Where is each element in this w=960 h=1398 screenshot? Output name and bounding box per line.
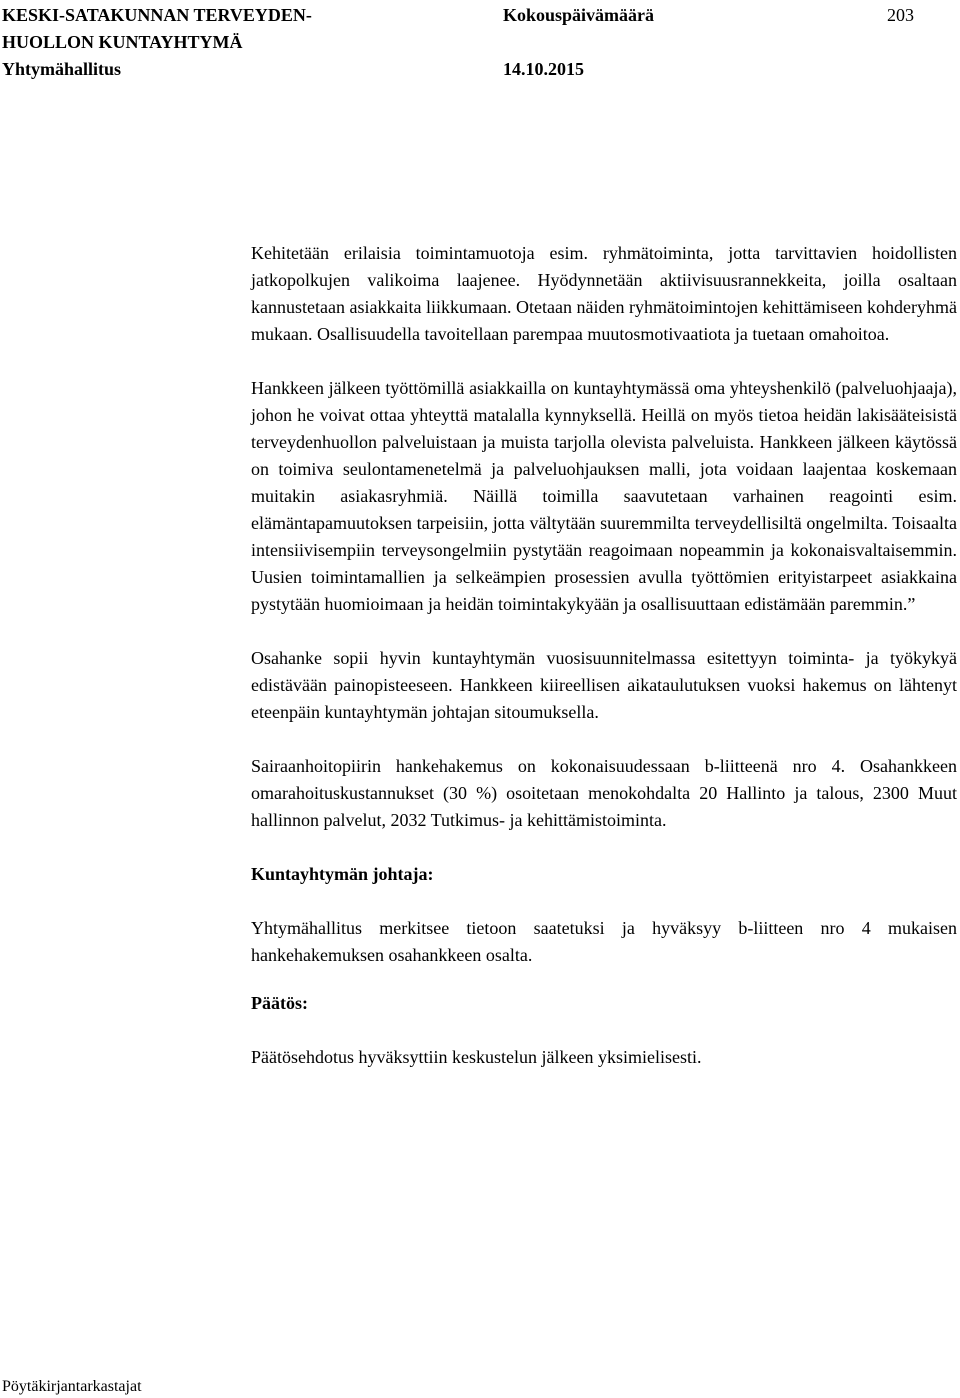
page-header <box>0 0 960 80</box>
meeting-date-label: Kokouspäivämäärä <box>503 5 655 25</box>
paragraph-proposal: Yhtymähallitus merkitsee tietoon saatetuksi ja hyväksyy b-liitteen nro 4 mukaisen hankehakemuksen osahankkeen osalta. <box>251 918 957 965</box>
paragraph-activity-forms: Kehitetään erilaisia toimintamuotoja esim. ryhmätoiminta, jotta tarvittavien hoidollisten jatkopolkujen valikoima laajenee. Hyödynnetään aktiivisuusrannekkeita, joilla osaltaan kannustetaan asiakkaita liikkumaan. Otetaan näiden ryhmätoimintojen kehittämiseen kohderyhmä mukaan. Osallisuudella tavoitellaan parempaa muutosmotivaatiota ja tuetaan omahoitoa. <box>251 243 957 344</box>
heading-decision: Päätös: <box>251 993 308 1013</box>
organization-name-line1: KESKI-SATAKUNNAN TERVEYDEN- <box>2 5 312 25</box>
meeting-date-block <box>503 2 654 83</box>
body-name: Yhtymähallitus <box>2 59 122 79</box>
paragraph-priority-fit: Osahanke sopii hyvin kuntayhtymän vuosisuunnitelmassa esitettyyn toiminta- ja työkykyä edistävään painopisteeseen. Hankkeen kiireellisen aikataulutuksen vuoksi hakemus on lähtenyt eteenpäin kuntayhtymän johtajan sitoumuksella. <box>251 648 957 722</box>
paragraph-decision: Päätösehdotus hyväksyttiin keskustelun jälkeen yksimielisesti. <box>251 1047 702 1067</box>
organization-name-line2: HUOLLON KUNTAYHTYMÄ <box>2 32 243 52</box>
meeting-date: 14.10.2015 <box>503 59 584 79</box>
document-body <box>251 240 957 1071</box>
organization-block <box>2 2 312 83</box>
heading-director-proposal: Kuntayhtymän johtaja: <box>251 864 434 884</box>
footer-minutes-reviewers: Pöytäkirjantarkastajat <box>2 1378 142 1395</box>
page-number: 203 <box>887 5 914 25</box>
paragraph-funding: Sairaanhoitopiirin hankehakemus on kokonaisuudessaan b-liitteenä nro 4. Osahankkeen omarahoituskustannukset (30 %) osoitetaan menokohdalta 20 Hallinto ja talous, 2300 Muut hallinnon palvelut, 2032 Tutkimus- ja kehittämistoiminta. <box>251 756 957 830</box>
paragraph-project-outcomes: Hankkeen jälkeen työttömillä asiakkailla on kuntayhtymässä oma yhteyshenkilö (palveluohjaaja), johon he voivat ottaa yhteyttä matalalla kynnyksellä. Heillä on myös tietoa heidän lakisääteisistä terveydenhuollon palveluistaan ja muista tarjolla olevista palveluista. Hankkeen jälkeen käytössä on toimiva seulontamenetelmä ja palveluohjauksen malli, jota voidaan laajentaa koskemaan muitakin asiakasryhmiä. Näillä toimilla saavutetaan varhainen reagointi esim. elämäntapamuutoksen tarpeisiin, jotta vältytään suuremmilta terveydellisiltä ongelmilta. Toisaalta intensiivisempiin terveysongelmiin pystytään reagoimaan nopeammin ja kokonaisvaltaisemmin. Uusien toimintamallien ja selkeämpien prosessien avulla työttömien erityistarpeet asiakkaina pystytään huomioimaan ja heidän toimintakykyään ja osallisuuttaan edistämään paremmin.” <box>251 378 957 614</box>
